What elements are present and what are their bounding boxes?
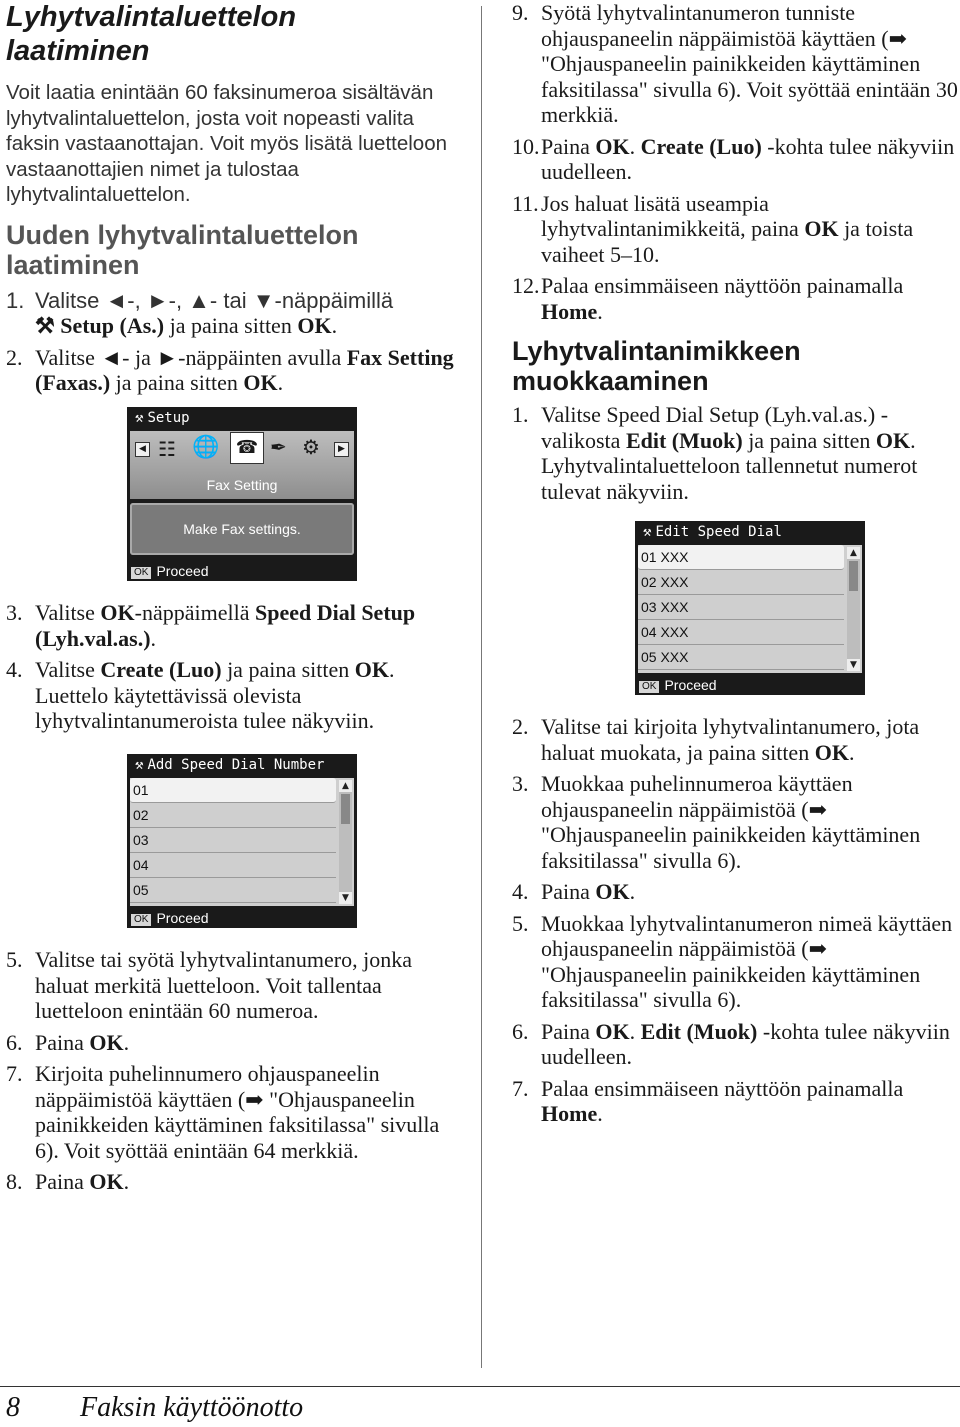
right-edit-steps	[512, 714, 958, 1127]
intro-paragraph: Voit laatia enintään 60 faksinumeroa sisältävän lyhytvalintaluettelon, josta voit nopeasti valita faksin vastaanottajan. Voit myös lisätä luetteloon vastaanottajien nimet ja tulostaa lyhytvalintaluettelon.	[6, 81, 448, 206]
lcd-title: Setup	[147, 410, 190, 426]
page-number: 8	[6, 1392, 20, 1423]
edit-step-5: 5. Muokkaa lyhytvalintanumeron nimeä käyttäen ohjauspaneelin näppäimistöä (➡ "Ohjauspaneelin painikkeiden käyttäminen faksitilassa" sivulla 6).	[512, 910, 953, 1012]
carousel-caption: Fax Setting	[206, 477, 278, 493]
message-box	[130, 503, 354, 555]
tools-icon: ✒	[270, 435, 287, 459]
lcd-setup-screen	[127, 407, 357, 581]
step-8: 8. Paina OK.	[6, 1169, 130, 1194]
speed-dial-list	[638, 545, 862, 673]
list-item[interactable]: 01	[130, 778, 336, 803]
lcd-title: Add Speed Dial Number	[147, 757, 325, 773]
fax-setting-icon: ☎	[230, 432, 264, 464]
speed-dial-list-icon: ☷	[158, 437, 176, 461]
scrollbar[interactable]	[847, 547, 860, 671]
lcd-title: Edit Speed Dial	[655, 524, 782, 540]
step-12: 12. Palaa ensimmäiseen näyttöön painamalla Home.	[512, 273, 904, 324]
scroll-down-icon[interactable]: ▼	[339, 892, 352, 904]
step-10: 10. Paina OK. Create (Luo) -kohta tulee näkyviin uudelleen.	[512, 133, 955, 184]
section-title-edit: Lyhytvalintanimikkeen muokkaaminen	[512, 336, 801, 396]
list-item[interactable]: 02	[130, 803, 336, 828]
column-divider	[481, 6, 482, 1368]
right-column	[512, 0, 958, 504]
ok-proceed-bar	[127, 908, 209, 928]
footer-title: Faksin käyttöönotto	[80, 1392, 304, 1423]
list-item[interactable]: 03	[130, 828, 336, 853]
lcd-add-speed-dial	[127, 754, 357, 928]
section-title-new-list: Uuden lyhytvalintaluettelon laatiminen	[6, 219, 359, 280]
step-11: 11. Jos haluat lisätä useampia lyhytvalintanimikkeitä, paina OK ja toista vaiheet 5–10.	[512, 190, 914, 267]
proceed-label: Proceed	[156, 563, 209, 579]
proceed-label: Proceed	[664, 677, 717, 693]
number-list	[130, 778, 354, 906]
step-1: 1. Valitse ◄-, ►-, ▲- tai ▼-näppäimillä ⚒ Setup (As.) ja paina sitten OK.	[6, 287, 394, 338]
edit-step-1: 1. Valitse Speed Dial Setup (Lyh.val.as.) -valikosta Edit (Muok) ja paina sitten OK. Lyhytvalintaluetteloon tallennetut numerot tulevat näkyviin.	[512, 402, 918, 504]
wrench-icon: ⚒	[643, 524, 652, 540]
icon-carousel	[130, 431, 354, 499]
edit-step-6: 6. Paina OK. Edit (Muok) -kohta tulee näkyviin uudelleen.	[512, 1018, 950, 1069]
scroll-up-icon[interactable]: ▲	[339, 780, 352, 792]
edit-step-3: 3. Muokkaa puhelinnumeroa käyttäen ohjauspaneelin näppäimistöä (➡ "Ohjauspaneelin painikkeiden käyttäminen faksitilassa" sivulla 6).	[512, 771, 921, 873]
step-7: 7. Kirjoita puhelinnumero ohjauspaneelin näppäimistöä käyttäen (➡ "Ohjauspaneelin painikkeiden käyttäminen faksitilassa" sivulla 6). Voit syöttää enintään 64 merkkiä.	[6, 1061, 440, 1163]
ok-badge: OK	[131, 567, 151, 579]
footer-rule	[0, 1386, 960, 1387]
ok-proceed-bar	[127, 561, 209, 581]
proceed-label: Proceed	[156, 910, 209, 926]
setup-icon: ⚒	[35, 313, 55, 338]
scroll-down-icon[interactable]: ▼	[847, 659, 860, 671]
globe-icon: 🌐	[192, 435, 220, 460]
ok-badge: OK	[639, 681, 659, 693]
page-title: Lyhytvalintaluettelon laatiminen	[6, 1, 297, 67]
left-steps-5-8	[6, 947, 456, 1195]
right-arrow-icon: ▶	[334, 442, 349, 457]
step-4: 4. Valitse Create (Luo) ja paina sitten OK. Luettelo käytettävissä olevista lyhytvalintanumeroista tulee näkyviin.	[6, 657, 395, 733]
left-steps-3-4	[6, 600, 456, 734]
list-item[interactable]: 05 XXX	[638, 645, 844, 670]
list-item[interactable]: 03 XXX	[638, 595, 844, 620]
scroll-up-icon[interactable]: ▲	[847, 547, 860, 559]
left-arrow-icon: ◀	[135, 442, 150, 457]
list-item[interactable]: 04	[130, 853, 336, 878]
list-item[interactable]: 02 XXX	[638, 570, 844, 595]
step-9: 9. Syötä lyhytvalintanumeron tunniste ohjauspaneelin näppäimistöä käyttäen (➡ "Ohjauspaneelin painikkeiden käyttäminen faksitilassa" sivulla 6). Voit syöttää enintään 30 merkkiä.	[512, 0, 958, 127]
ok-badge: OK	[131, 914, 151, 926]
step-6: 6. Paina OK.	[6, 1029, 130, 1055]
step-3: 3. Valitse OK-näppäimellä Speed Dial Setup (Lyh.val.as.).	[6, 600, 416, 651]
edit-step-7: 7. Palaa ensimmäiseen näyttöön painamalla Home.	[512, 1075, 904, 1126]
message-text: Make Fax settings.	[183, 521, 301, 537]
wrench-icon: ⚒	[135, 410, 144, 426]
maintenance-icon: ⚙	[302, 435, 320, 459]
left-column	[6, 0, 456, 396]
edit-step-2: 2. Valitse tai kirjoita lyhytvalintanumero, jota haluat muokata, ja paina sitten OK.	[512, 714, 920, 765]
scrollbar[interactable]	[339, 780, 352, 904]
edit-step-4: 4. Paina OK.	[512, 879, 636, 904]
wrench-icon: ⚒	[135, 757, 144, 773]
step-2: 2. Valitse ◄- ja ►-näppäinten avulla Fax Setting (Faxas.) ja paina sitten OK.	[6, 344, 454, 395]
step-5: 5. Valitse tai syötä lyhytvalintanumero, jonka haluat merkitä luetteloon. Voit tallentaa luetteloon enintään 60 numeroa.	[6, 947, 412, 1023]
ok-proceed-bar	[635, 675, 717, 695]
list-item[interactable]: 04 XXX	[638, 620, 844, 645]
lcd-edit-speed-dial	[635, 521, 865, 695]
list-item[interactable]: 05	[130, 878, 336, 903]
list-item[interactable]: 01 XXX	[638, 545, 844, 570]
